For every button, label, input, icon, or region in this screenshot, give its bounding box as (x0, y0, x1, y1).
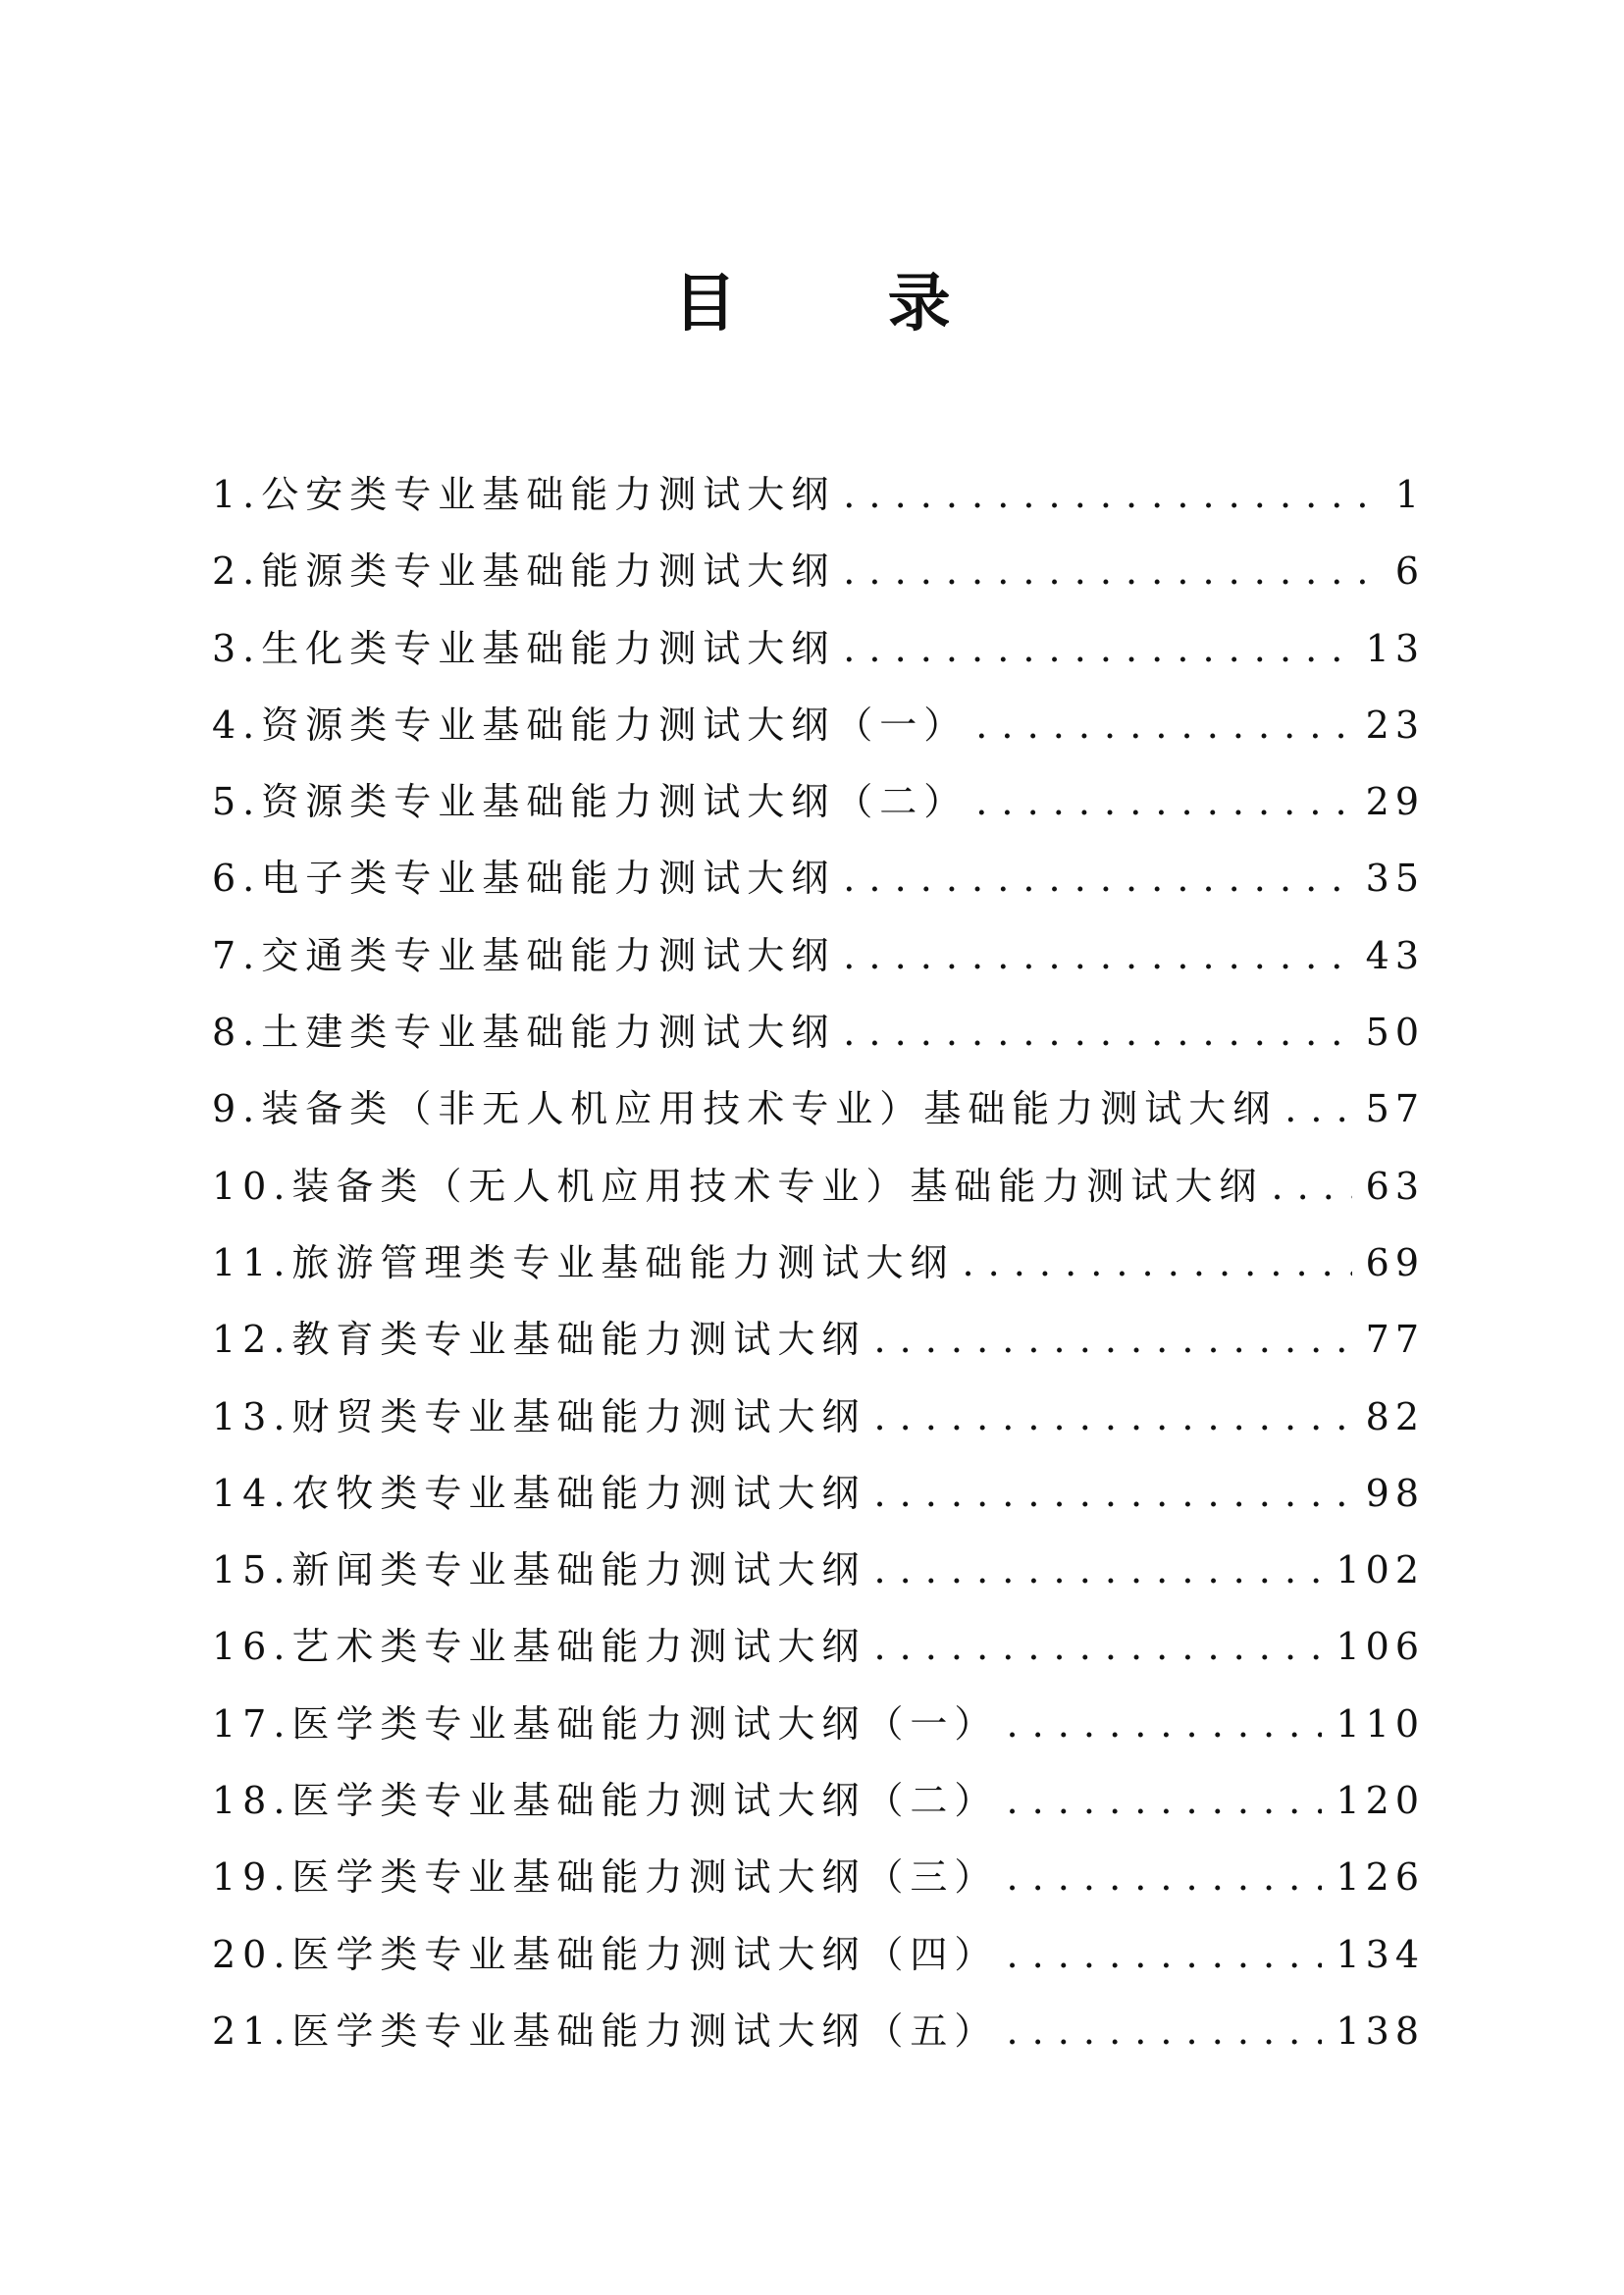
toc-entry-title: 12.教育类专业基础能力测试大纲 (212, 1318, 866, 1362)
dot-leader (975, 687, 1351, 763)
dot-leader (1006, 1762, 1322, 1839)
dot-leader (843, 994, 1351, 1070)
toc-entry-title: 21.医学类专业基础能力测试大纲（五） (212, 2008, 999, 2053)
toc-entry[interactable] (212, 456, 1425, 533)
toc-entry-page-number: 13 (1365, 626, 1425, 670)
toc-entry-title: 18.医学类专业基础能力测试大纲（二） (212, 1779, 999, 1823)
dot-leader (1284, 1070, 1351, 1147)
toc-entry-page-number: 23 (1365, 703, 1425, 747)
toc-entry[interactable] (212, 763, 1425, 840)
toc-entry-page-number: 69 (1365, 1240, 1425, 1284)
toc-entry[interactable] (212, 917, 1425, 994)
table-of-contents (212, 456, 1425, 2069)
toc-entry-page-number: 138 (1336, 2008, 1425, 2053)
toc-entry-title: 17.医学类专业基础能力测试大纲（一） (212, 1701, 999, 1746)
dot-leader (843, 456, 1382, 533)
dot-leader (843, 533, 1382, 609)
toc-entry[interactable] (212, 1686, 1425, 1762)
toc-entry-title: 6.电子类专业基础能力测试大纲 (212, 857, 836, 901)
toc-entry-title: 4.资源类专业基础能力测试大纲（一） (212, 703, 969, 747)
toc-entry-page-number: 106 (1336, 1625, 1425, 1669)
toc-entry-title: 20.医学类专业基础能力测试大纲（四） (212, 1932, 999, 1976)
toc-entry-page-number: 29 (1365, 780, 1425, 824)
toc-entry-page-number: 134 (1336, 1932, 1425, 1976)
dot-leader (1006, 1993, 1322, 2069)
toc-entry[interactable] (212, 1839, 1425, 1915)
toc-entry-title: 9.装备类（非无人机应用技术专业）基础能力测试大纲 (212, 1087, 1278, 1131)
toc-entry[interactable] (212, 1608, 1425, 1685)
toc-entry-title: 3.生化类专业基础能力测试大纲 (212, 626, 836, 670)
toc-entry[interactable] (212, 1148, 1425, 1225)
toc-entry-title: 16.艺术类专业基础能力测试大纲 (212, 1625, 866, 1669)
toc-entry-page-number: 77 (1365, 1318, 1425, 1362)
toc-entry-page-number: 126 (1336, 1855, 1425, 1900)
dot-leader (873, 1301, 1351, 1378)
toc-entry-title: 13.财贸类专业基础能力测试大纲 (212, 1394, 866, 1438)
dot-leader (873, 1608, 1322, 1685)
toc-entry-page-number: 50 (1365, 1011, 1425, 1055)
toc-entry-page-number: 1 (1394, 473, 1425, 516)
dot-leader (1006, 1686, 1322, 1762)
dot-leader (843, 840, 1351, 916)
toc-entry[interactable] (212, 610, 1425, 687)
toc-entry[interactable] (212, 1379, 1425, 1455)
toc-entry-title: 5.资源类专业基础能力测试大纲（二） (212, 780, 969, 824)
toc-entry-page-number: 98 (1365, 1471, 1425, 1515)
dot-leader (843, 917, 1351, 994)
toc-entry-page-number: 82 (1365, 1394, 1425, 1438)
dot-leader (1271, 1148, 1351, 1225)
toc-entry[interactable] (212, 1455, 1425, 1532)
dot-leader (873, 1455, 1351, 1532)
toc-entry[interactable] (212, 1916, 1425, 1993)
toc-entry[interactable] (212, 1225, 1425, 1301)
toc-entry-page-number: 120 (1336, 1779, 1425, 1823)
dot-leader (873, 1532, 1322, 1608)
toc-entry-title: 1.公安类专业基础能力测试大纲 (212, 473, 836, 516)
dot-leader (975, 763, 1351, 840)
toc-entry[interactable] (212, 533, 1425, 609)
dot-leader (1006, 1916, 1322, 1993)
toc-entry[interactable] (212, 994, 1425, 1070)
toc-entry[interactable] (212, 840, 1425, 916)
toc-entry-page-number: 6 (1394, 549, 1425, 594)
toc-entry-title: 10.装备类（无人机应用技术专业）基础能力测试大纲 (212, 1164, 1264, 1208)
dot-leader (843, 610, 1351, 687)
toc-entry-title: 7.交通类专业基础能力测试大纲 (212, 933, 836, 977)
dot-leader (962, 1225, 1351, 1301)
dot-leader (873, 1379, 1351, 1455)
toc-entry-title: 19.医学类专业基础能力测试大纲（三） (212, 1855, 999, 1900)
page-title: 目 录 (673, 267, 1016, 340)
toc-entry[interactable] (212, 687, 1425, 763)
toc-entry[interactable] (212, 1301, 1425, 1378)
toc-entry-title: 11.旅游管理类专业基础能力测试大纲 (212, 1240, 955, 1284)
toc-entry-page-number: 35 (1365, 857, 1425, 901)
toc-entry-title: 2.能源类专业基础能力测试大纲 (212, 549, 836, 594)
toc-entry[interactable] (212, 1532, 1425, 1608)
toc-entry-page-number: 63 (1365, 1164, 1425, 1208)
toc-entry-title: 8.土建类专业基础能力测试大纲 (212, 1011, 836, 1055)
dot-leader (1006, 1839, 1322, 1915)
toc-entry[interactable] (212, 1070, 1425, 1147)
toc-entry-page-number: 43 (1365, 933, 1425, 977)
toc-entry-title: 14.农牧类专业基础能力测试大纲 (212, 1471, 866, 1515)
toc-entry-title: 15.新闻类专业基础能力测试大纲 (212, 1548, 866, 1592)
toc-entry-page-number: 102 (1336, 1548, 1425, 1592)
toc-entry-page-number: 57 (1365, 1087, 1425, 1131)
toc-entry[interactable] (212, 1762, 1425, 1839)
toc-entry-page-number: 110 (1336, 1701, 1425, 1746)
toc-entry[interactable] (212, 1993, 1425, 2069)
